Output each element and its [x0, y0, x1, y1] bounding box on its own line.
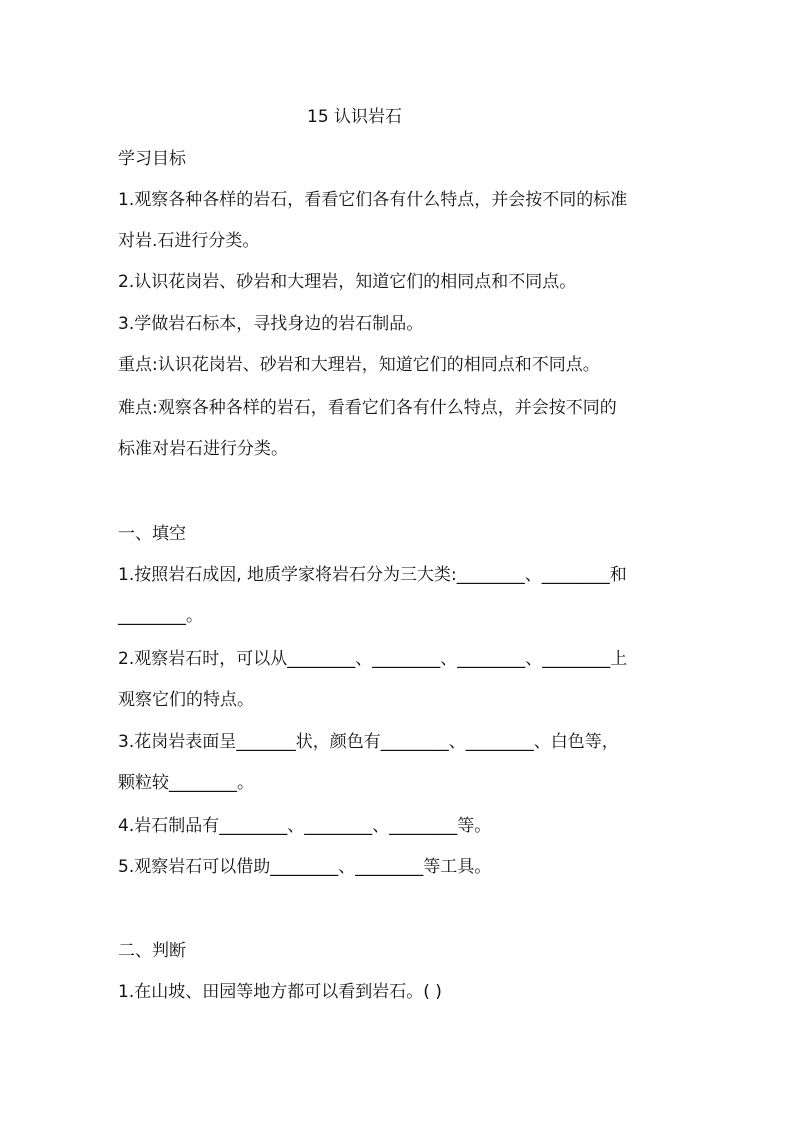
objective-3: 3.学做岩石标本，寻找身边的岩石制品。	[118, 314, 424, 334]
difficulty-line-1: 难点:观察各种各样的岩石，看看它们各有什么特点，并会按不同的	[118, 398, 617, 418]
objective-1-line-1: 1.观察各种各样的岩石，看看它们各有什么特点，并会按不同的标准	[118, 190, 628, 210]
judge-question-1: 1.在山坡、田园等地方都可以看到岩石。( )	[118, 982, 442, 1002]
page-title: 15 认识岩石	[307, 107, 403, 127]
fill-question-1-line-2: ________。	[118, 606, 203, 626]
fill-question-5: 5.观察岩石可以借助________、________等工具。	[118, 857, 492, 877]
objectives-heading: 学习目标	[118, 149, 186, 169]
fill-question-3-line-1: 3.花岗岩表面呈_______状，颜色有________、________、白色等，	[118, 732, 619, 752]
judge-heading: 二、判断	[118, 941, 186, 961]
fill-question-2-line-2: 观察它们的特点。	[118, 690, 254, 710]
objective-2: 2.认识花岗岩、砂岩和大理岩，知道它们的相同点和不同点。	[118, 272, 577, 292]
fill-question-1-line-1: 1.按照岩石成因, 地质学家将岩石分为三大类:________、________和	[118, 565, 627, 585]
difficulty-line-2: 标准对岩石进行分类。	[118, 439, 288, 459]
fill-question-2-line-1: 2.观察岩石时，可以从________、________、________、________上	[118, 649, 628, 669]
fill-question-3-line-2: 颗粒较________。	[118, 773, 254, 793]
key-point: 重点:认识花岗岩、砂岩和大理岩，知道它们的相同点和不同点。	[118, 355, 600, 375]
objective-1-line-2: 对岩.石进行分类。	[118, 231, 260, 251]
fill-blank-heading: 一、填空	[118, 524, 186, 544]
fill-question-4: 4.岩石制品有________、________、________等。	[118, 816, 492, 836]
